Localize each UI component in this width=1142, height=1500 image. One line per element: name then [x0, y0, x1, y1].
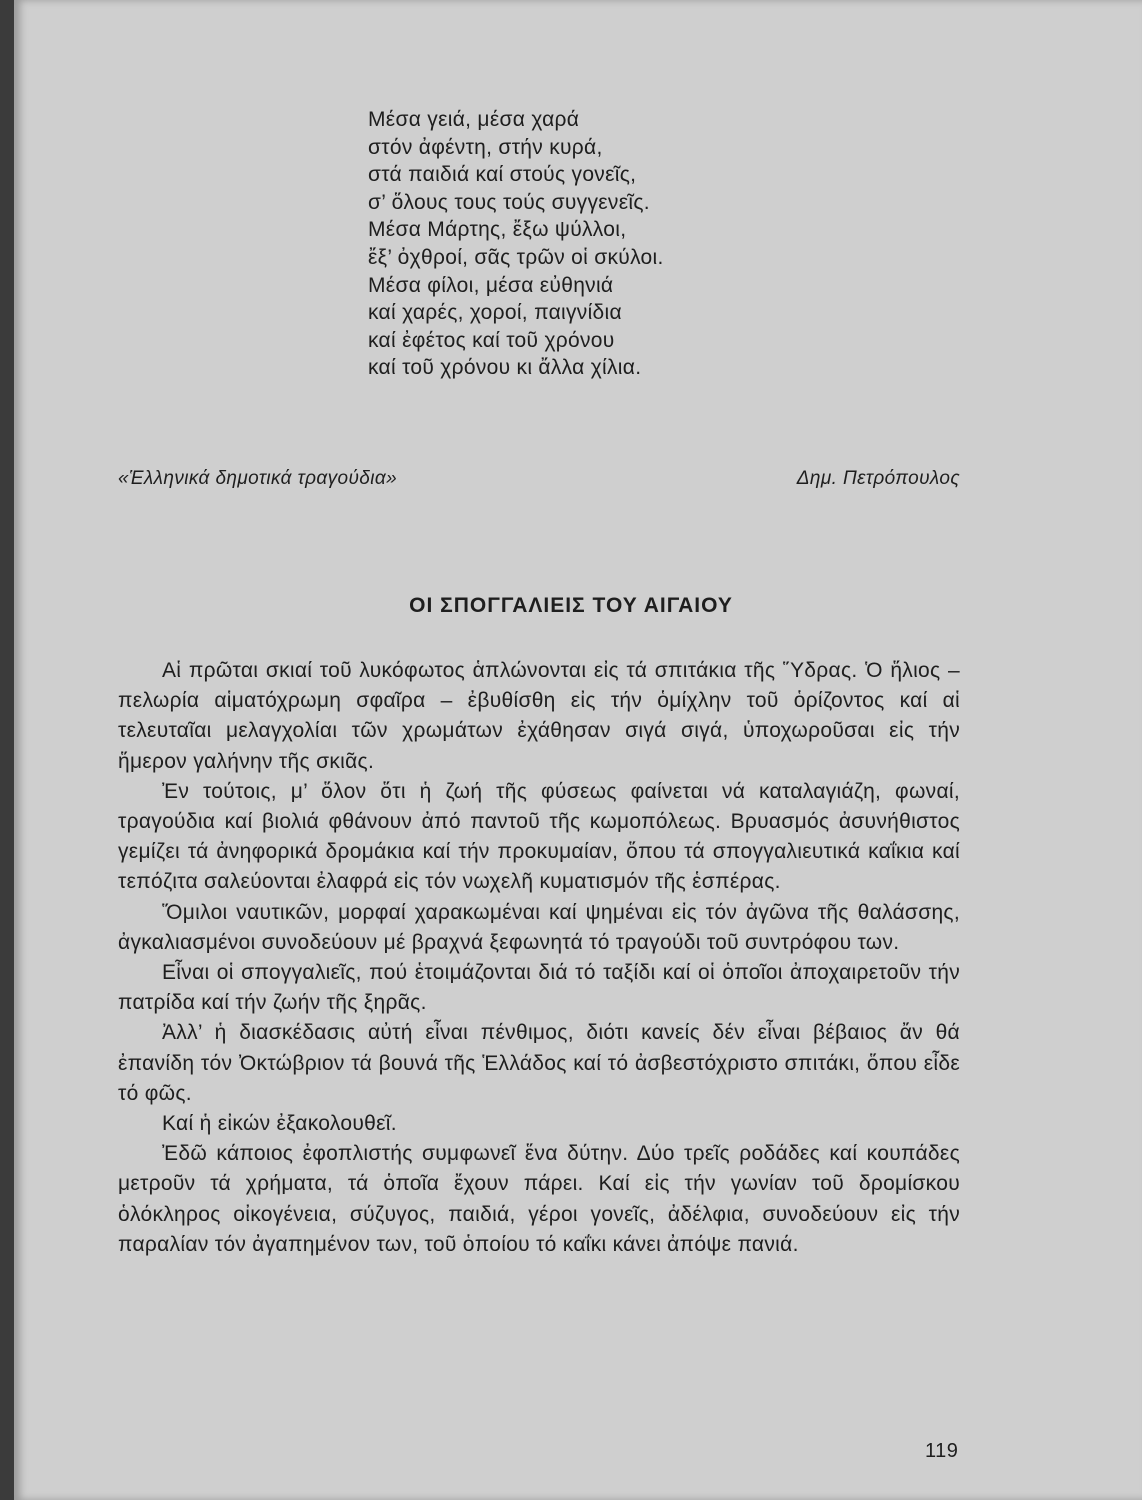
- poem-source: [118, 468, 960, 490]
- poem-line: σ’ ὅλους τους τούς συγγενεῖς.: [368, 190, 650, 214]
- paragraph: Ὅμιλοι ναυτικῶν, μορφαί χαρακωμέναι καί ψημέναι εἰς τόν ἀγῶνα τῆς θαλάσσης, ἀγκαλιασμένοι συνοδεύουν μέ βραχνά ξεφωνητά τό τραγούδι τοῦ συντρόφου των.: [118, 900, 960, 954]
- paragraph: Καί ἡ εἰκών ἐξακολουθεῖ.: [162, 1112, 397, 1136]
- article-body: [118, 656, 960, 1260]
- poem-line: Μέσα Μάρτης, ἔξω ψύλλοι,: [368, 218, 627, 242]
- poem-line: ἔξ’ ὀχθροί, σᾶς τρῶν οἱ σκύλοι.: [368, 245, 664, 269]
- article-title: ΟΙ ΣΠΟΓΓΑΛΙΕΙΣ ΤΟΥ ΑΙΓΑΙΟΥ: [409, 594, 733, 617]
- poem-line: στά παιδιά καί στούς γονεῖς,: [368, 163, 637, 187]
- page-number: 119: [925, 1440, 959, 1462]
- source-book: «Ἑλληνικά δημοτικά τραγούδια»: [118, 468, 398, 489]
- paragraph: Εἶναι οἱ σπογγαλιεῖς, πού ἑτοιμάζονται διά τό ταξίδι καί οἱ ὁποῖοι ἀποχαιρετοῦν τήν πατρίδα καί τήν ζωήν τῆς ξηρᾶς.: [118, 961, 960, 1015]
- paragraph: Ἐδῶ κάποιος ἐφοπλιστής συμφωνεῖ ἕνα δύτην. Δύο τρεῖς ροδάδες καί κουπάδες μετροῦν τά χρήματα, τά ὁποῖα ἔχουν πάρει. Καί εἰς τήν γωνίαν τοῦ δρομίσκου ὁλόκληρος οἰκογένεια, σύζυγος, παιδιά, γέροι γονεῖς, ἀδέλφια, συνοδεύουν εἰς τήν παραλίαν τόν ἀγαπημένον των, τοῦ ὁποίου τό καΐκι κάνει ἀπόψε πανιά.: [118, 1142, 960, 1256]
- source-author: Δημ. Πετρόπουλος: [796, 468, 960, 489]
- poem-line: Μέσα φίλοι, μέσα εὐθηνιά: [368, 273, 614, 297]
- poem-line: καί χαρές, χοροί, παιγνίδια: [368, 301, 622, 325]
- poem: [368, 106, 664, 382]
- poem-line: καί ἐφέτος καί τοῦ χρόνου: [368, 328, 615, 352]
- poem-line: καί τοῦ χρόνου κι ἄλλα χίλια.: [368, 356, 642, 380]
- poem-line: στόν ἀφέντη, στήν κυρά,: [368, 135, 603, 159]
- poem-line: Μέσα γειά, μέσα χαρά: [368, 108, 580, 131]
- paragraph: Αἱ πρῶται σκιαί τοῦ λυκόφωτος ἁπλώνονται εἰς τά σπιτάκια τῆς Ὕδρας. Ὁ ἥλιος – πελωρία αἱματόχρωμη σφαῖρα – ἐβυθίσθη εἰς τήν ὁμίχλην τοῦ ὁρίζοντος καί αἱ τελευταῖαι μελαγχολίαι τῶν χρωμάτων ἐχάθησαν σιγά σιγά, ὑποχωροῦσαι εἰς τήν ἥμερον γαλήνην τῆς σκιᾶς.: [118, 659, 960, 773]
- paragraph: Ἀλλ’ ἡ διασκέδασις αὐτή εἶναι πένθιμος, διότι κανείς δέν εἶναι βέβαιος ἄν θά ἐπανίδη τόν Ὀκτώβριον τά βουνά τῆς Ἑλλάδος καί τό ἀσβεστόχριστο σπιτάκι, ὅπου εἶδε τό φῶς.: [118, 1021, 960, 1105]
- paragraph: Ἐν τούτοις, μ’ ὅλον ὅτι ἡ ζωή τῆς φύσεως φαίνεται νά καταλαγιάζη, φωναί, τραγούδια καί βιολιά φθάνουν ἀπό παντοῦ τῆς κωμοπόλεως. Βρυασμός ἀσυνήθιστος γεμίζει τά ἀνηφορικά δρομάκια καί τήν προκυμαίαν, ὅπου τά σπογγαλιευτικά καΐκια καί τεπόζιτα σαλεύονται ἐλαφρά εἰς τόν νωχελῆ κυματισμόν τῆς ἑσπέρας.: [118, 779, 960, 894]
